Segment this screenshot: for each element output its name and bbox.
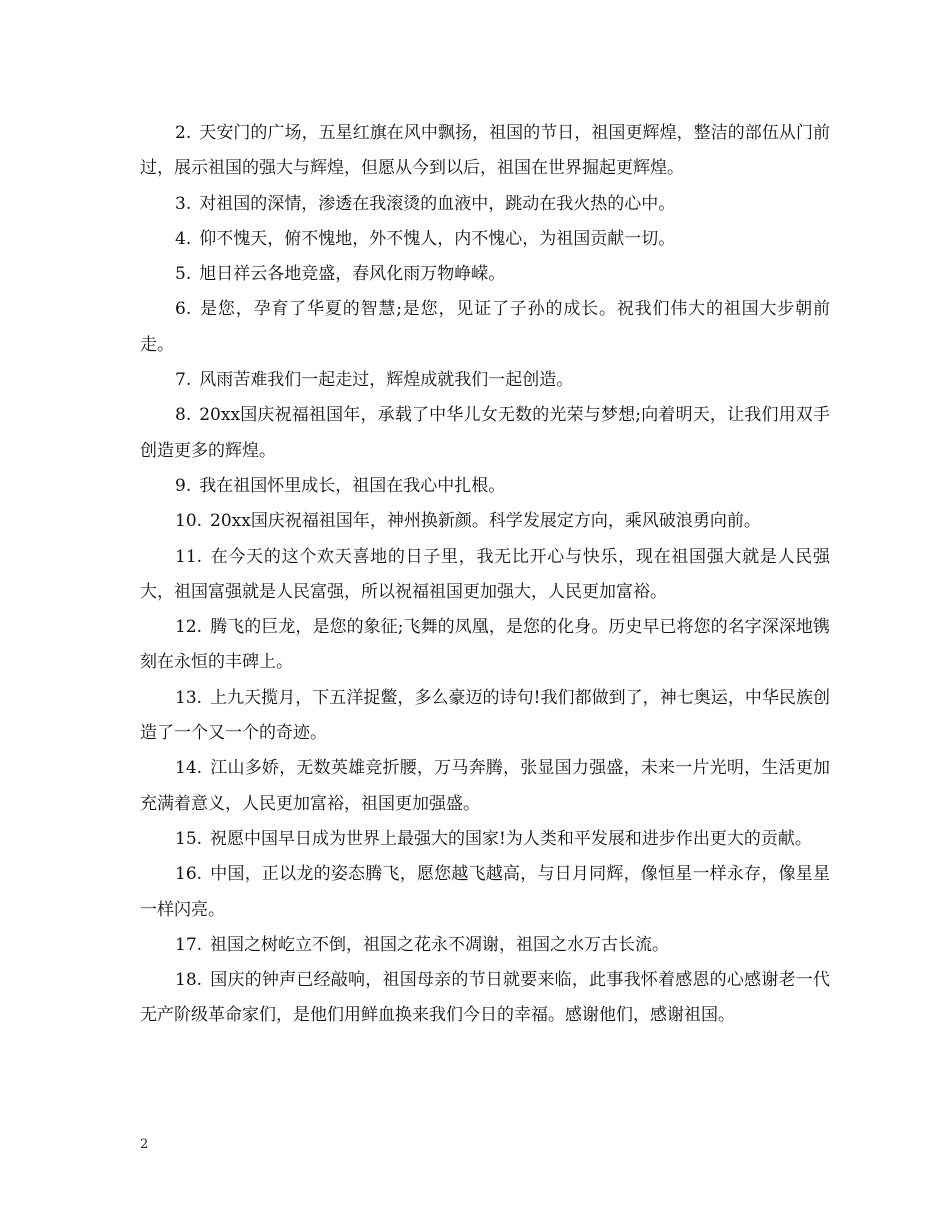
item-number: 6. — [175, 299, 192, 320]
item-number: 4. — [175, 228, 192, 249]
paragraph-16 — [140, 857, 830, 928]
paragraph-6 — [140, 292, 830, 363]
paragraph-14 — [140, 751, 830, 822]
paragraph-10 — [140, 504, 830, 539]
paragraph-7 — [140, 363, 830, 398]
paragraph-18 — [140, 963, 830, 1034]
paragraph-17 — [140, 928, 830, 963]
item-number: 12. — [175, 617, 203, 638]
item-text: 旭日祥云各地竞盛，春风化雨万物峥嵘。 — [199, 264, 506, 285]
item-text: 祝愿中国早日成为世界上最强大的国家!为人类和平发展和进步作出更大的贡献。 — [210, 828, 812, 849]
paragraph-12 — [140, 610, 830, 681]
item-number: 17. — [175, 934, 203, 955]
item-text: 腾飞的巨龙，是您的象征;飞舞的凤凰，是您的化身。历史早已将您的名字深深地镌刻在永恒的丰碑上。 — [140, 617, 830, 673]
item-number: 8. — [175, 405, 192, 426]
item-number: 10. — [175, 511, 203, 532]
item-number: 3. — [175, 193, 192, 214]
item-number: 11. — [175, 546, 203, 567]
paragraph-2 — [140, 116, 830, 187]
item-text: 20xx国庆祝福祖国年，承载了中华儿女无数的光荣与梦想;向着明天，让我们用双手创造更多的辉煌。 — [140, 405, 830, 461]
paragraph-8 — [140, 398, 830, 469]
item-number: 9. — [175, 475, 192, 496]
paragraph-4 — [140, 222, 830, 257]
item-text: 在今天的这个欢天喜地的日子里，我无比开心与快乐，现在祖国强大就是人民强大，祖国富强就是人民富强，所以祝福祖国更加强大，人民更加富裕。 — [140, 546, 830, 602]
item-text: 祖国之树屹立不倒，祖国之花永不凋谢，祖国之水万古长流。 — [210, 934, 670, 955]
item-number: 16. — [175, 864, 203, 885]
item-number: 2. — [175, 123, 192, 143]
paragraph-15 — [140, 822, 830, 857]
item-number: 18. — [175, 970, 203, 991]
paragraph-3 — [140, 187, 830, 222]
paragraph-13 — [140, 681, 830, 752]
item-text: 风雨苦难我们一起走过，辉煌成就我们一起创造。 — [199, 370, 574, 391]
item-number: 13. — [175, 687, 203, 708]
item-text: 国庆的钟声已经敲响，祖国母亲的节日就要来临，此事我怀着感恩的心感谢老一代无产阶级革命家们，是他们用鲜血换来我们今日的幸福。感谢他们，感谢祖国。 — [140, 970, 830, 1026]
item-text: 20xx国庆祝福祖国年，神州换新颜。科学发展定方向，乘风破浪勇向前。 — [210, 511, 761, 532]
item-text: 是您，孕育了华夏的智慧;是您，见证了子孙的成长。祝我们伟大的祖国大步朝前走。 — [140, 299, 830, 355]
item-text: 对祖国的深情，渗透在我滚烫的血液中，跳动在我火热的心中。 — [199, 193, 676, 214]
item-text: 我在祖国怀里成长，祖国在我心中扎根。 — [199, 475, 506, 496]
paragraph-11 — [140, 540, 830, 611]
item-text: 仰不愧天，俯不愧地，外不愧人，内不愧心，为祖国贡献一切。 — [199, 228, 676, 249]
item-text: 上九天揽月，下五洋捉鳖，多么豪迈的诗句!我们都做到了，神七奥运，中华民族创造了一个又一个的奇迹。 — [140, 687, 830, 744]
page-number: 2 — [140, 1137, 149, 1152]
item-text: 天安门的广场，五星红旗在风中飘扬，祖国的节日，祖国更辉煌，整洁的部伍从门前过，展示祖国的强大与辉煌，但愿从今到以后，祖国在世界掘起更辉煌。 — [140, 123, 830, 179]
item-number: 14. — [175, 758, 203, 779]
item-number: 15. — [175, 828, 203, 849]
paragraph-5 — [140, 257, 830, 292]
item-number: 5. — [175, 264, 192, 285]
document-body — [140, 116, 830, 1034]
item-text: 江山多娇，无数英雄竞折腰，万马奔腾，张显国力强盛，未来一片光明，生活更加充满着意义，人民更加富裕，祖国更加强盛。 — [140, 758, 830, 814]
paragraph-9 — [140, 469, 830, 504]
item-number: 7. — [175, 370, 192, 391]
item-text: 中国，正以龙的姿态腾飞，愿您越飞越高，与日月同辉，像恒星一样永存，像星星一样闪亮。 — [140, 864, 830, 920]
